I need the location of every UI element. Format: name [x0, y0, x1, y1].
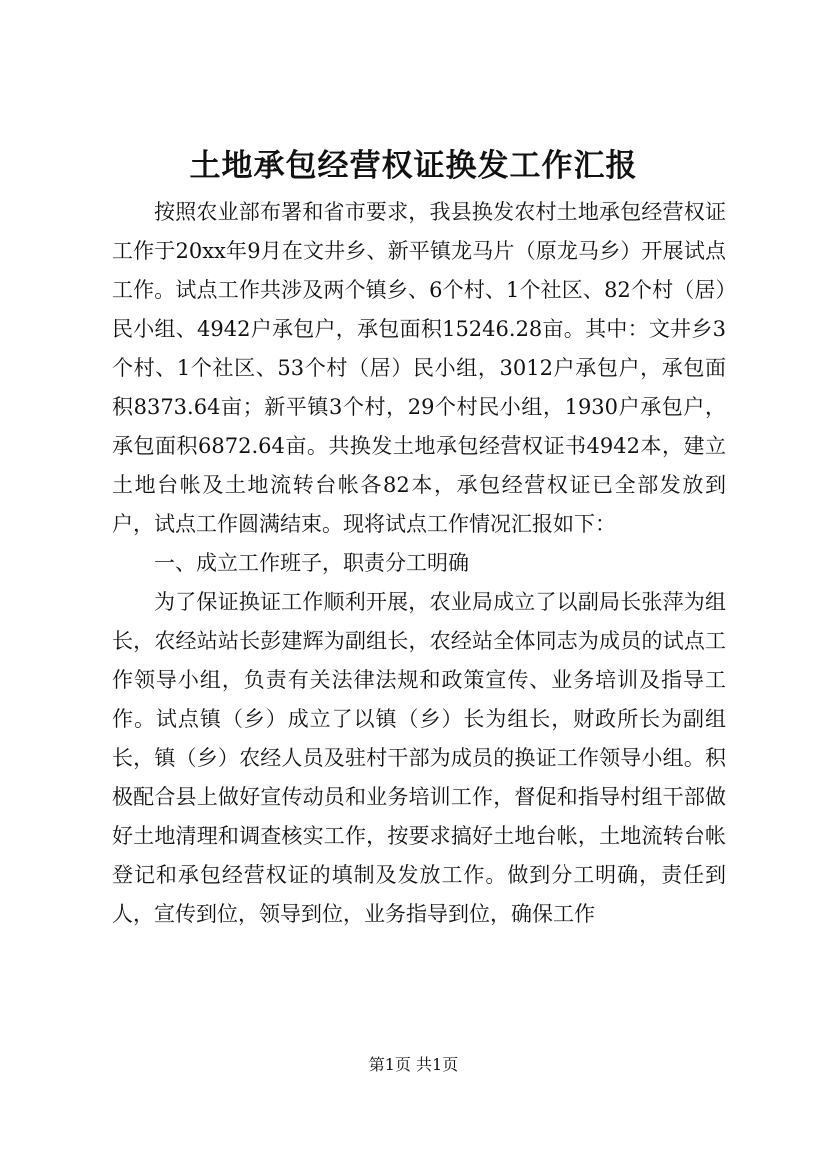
section-heading-1: 一、成立工作班子，职责分工明确 [154, 551, 469, 575]
paragraph-section-1: 为了保证换证工作顺利开展，农业局成立了以副局长张萍为组长，农经站站长彭建辉为副组长，农经站全体同志为成员的试点工作领导小组，负责有关法律法规和政策宣传、业务培训及指导工作。试点镇（乡）成立了以镇（乡）长为组长，财政所长为副组长，镇（乡）农经人员及驻村干部为成员的换证工作领导小组。积极配合县上做好宣传动员和业务培训工作，督促和指导村组干部做好土地清理和调查核实工作，按要求搞好土地台帐，土地流转台帐登记和承包经营权证的填制及发放工作。做到分工明确，责任到人，宣传到位，领导到位，业务指导到位，确保工作 [112, 590, 726, 926]
document-title: 土地承包经营权证换发工作汇报 [189, 148, 638, 184]
page-footer: 第1页 共1页 [368, 1055, 459, 1074]
paragraph-intro: 按照农业部布署和省市要求，我县换发农村土地承包经营权证工作于20xx年9月在文井乡、新平镇龙马片（原龙马乡）开展试点工作。试点工作共涉及两个镇乡、6个村、1个社区、82个村（居）民小组、4942户承包户，承包面积15246.28亩。其中：文井乡3个村、1个社区、53个村（居）民小组，3012户承包户，承包面积8373.64亩；新平镇3个村，29个村民小组，1930户承包户，承包面积6872.64亩。共换发土地承包经营权证书4942本，建立土地台帐及土地流转台帐各82本，承包经营权证已全部发放到户，试点工作圆满结束。现将试点工作情况汇报如下： [112, 200, 726, 536]
document-body [112, 193, 726, 934]
